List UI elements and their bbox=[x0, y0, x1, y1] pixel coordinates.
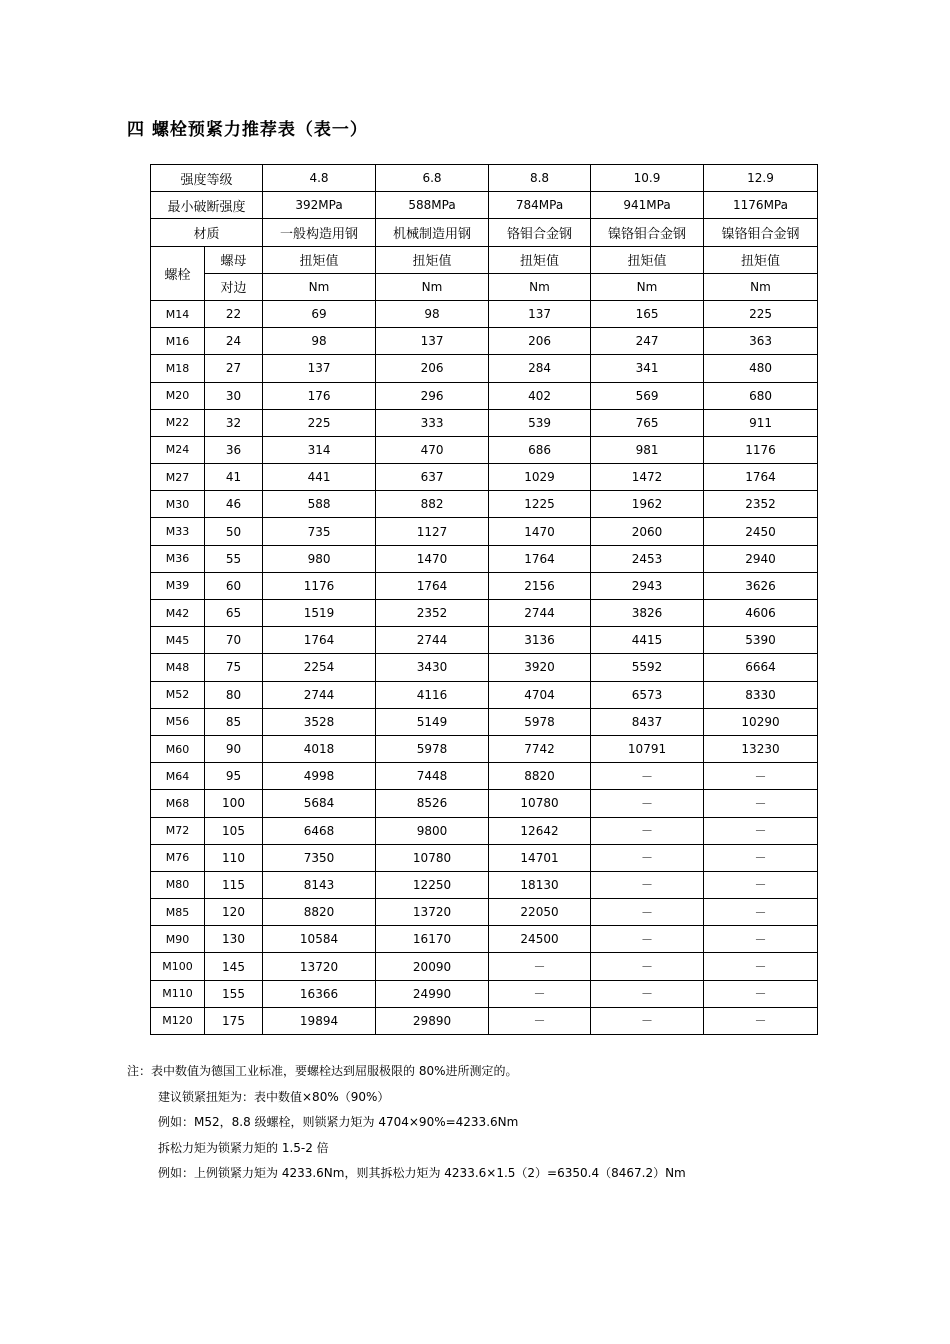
note-line: 例如：M52，8.8 级螺栓，则锁紧力矩为 4704×90%=4233.6Nm bbox=[158, 1115, 519, 1129]
torque-value-cell: 8330 bbox=[704, 681, 818, 708]
note-line: 建议锁紧扭矩为：表中数值×80%（90%） bbox=[158, 1089, 390, 1104]
table-row bbox=[151, 300, 818, 327]
bolt-size-cell: M30 bbox=[151, 491, 205, 518]
torque-value-cell: － bbox=[704, 844, 818, 871]
torque-value-cell: 8526 bbox=[376, 790, 489, 817]
nut-width-cell: 46 bbox=[205, 491, 263, 518]
torque-value-cell: 16366 bbox=[263, 980, 376, 1007]
torque-value-cell: 882 bbox=[376, 491, 489, 518]
torque-value-cell: 206 bbox=[489, 328, 591, 355]
torque-value-cell: 2940 bbox=[704, 545, 818, 572]
torque-value-cell: 13720 bbox=[263, 953, 376, 980]
torque-value-cell: 4018 bbox=[263, 735, 376, 762]
table-row bbox=[151, 844, 818, 871]
bolt-size-cell: M45 bbox=[151, 627, 205, 654]
nut-width-cell: 90 bbox=[205, 735, 263, 762]
nut-width-cell: 95 bbox=[205, 763, 263, 790]
table-row bbox=[151, 572, 818, 599]
torque-value-cell: 13230 bbox=[704, 735, 818, 762]
bolt-size-cell: M48 bbox=[151, 654, 205, 681]
table-row bbox=[151, 355, 818, 382]
nut-width-cell: 70 bbox=[205, 627, 263, 654]
torque-value-cell: 680 bbox=[704, 382, 818, 409]
nut-width-cell: 80 bbox=[205, 681, 263, 708]
nut-width-cell: 110 bbox=[205, 844, 263, 871]
torque-value-cell: 225 bbox=[263, 409, 376, 436]
torque-value-cell: 2744 bbox=[263, 681, 376, 708]
torque-value-cell: 1029 bbox=[489, 464, 591, 491]
torque-value-cell: － bbox=[591, 844, 704, 871]
table-row bbox=[151, 545, 818, 572]
unit-cell: Nm bbox=[489, 273, 591, 300]
torque-value-cell: 98 bbox=[376, 300, 489, 327]
table-row bbox=[151, 763, 818, 790]
torque-value-cell: 10791 bbox=[591, 735, 704, 762]
bolt-size-cell: M60 bbox=[151, 735, 205, 762]
torque-value-cell: 7448 bbox=[376, 763, 489, 790]
table-row bbox=[151, 953, 818, 980]
torque-value-cell: － bbox=[489, 953, 591, 980]
torque-value-cell: 10290 bbox=[704, 708, 818, 735]
torque-value-cell: 9800 bbox=[376, 817, 489, 844]
torque-value-cell: 4415 bbox=[591, 627, 704, 654]
torque-value-cell: 637 bbox=[376, 464, 489, 491]
torque-value-cell: 7350 bbox=[263, 844, 376, 871]
torque-value-cell: 24990 bbox=[376, 980, 489, 1007]
table-row bbox=[151, 654, 818, 681]
torque-value-cell: 765 bbox=[591, 409, 704, 436]
torque-value-cell: 2453 bbox=[591, 545, 704, 572]
grade-cell: 6.8 bbox=[376, 165, 489, 192]
bolt-size-cell: M39 bbox=[151, 572, 205, 599]
torque-value-cell: 3430 bbox=[376, 654, 489, 681]
torque-label: 扭矩值 bbox=[591, 246, 704, 273]
strength-cell: 784MPa bbox=[489, 192, 591, 219]
torque-value-cell: 1225 bbox=[489, 491, 591, 518]
torque-value-cell: － bbox=[591, 817, 704, 844]
torque-value-cell: 2943 bbox=[591, 572, 704, 599]
table-row bbox=[151, 328, 818, 355]
torque-value-cell: 5390 bbox=[704, 627, 818, 654]
bolt-size-cell: M24 bbox=[151, 436, 205, 463]
torque-value-cell: － bbox=[704, 980, 818, 1007]
nut-width-cell: 24 bbox=[205, 328, 263, 355]
bolt-size-cell: M68 bbox=[151, 790, 205, 817]
nut-width-cell: 155 bbox=[205, 980, 263, 1007]
grade-row bbox=[151, 165, 818, 192]
torque-label: 扭矩值 bbox=[704, 246, 818, 273]
torque-value-cell: 1127 bbox=[376, 518, 489, 545]
torque-value-cell: 2352 bbox=[704, 491, 818, 518]
unit-cell: Nm bbox=[704, 273, 818, 300]
torque-value-cell: 6573 bbox=[591, 681, 704, 708]
table-row bbox=[151, 382, 818, 409]
torque-value-cell: － bbox=[704, 790, 818, 817]
torque-value-cell: 1176 bbox=[704, 436, 818, 463]
torque-value-cell: 8820 bbox=[263, 899, 376, 926]
torque-header-row bbox=[151, 246, 818, 273]
torque-value-cell: 2450 bbox=[704, 518, 818, 545]
nut-width-cell: 50 bbox=[205, 518, 263, 545]
torque-value-cell: 247 bbox=[591, 328, 704, 355]
table-row bbox=[151, 790, 818, 817]
nut-width-cell: 41 bbox=[205, 464, 263, 491]
strength-label: 最小破断强度 bbox=[151, 192, 263, 219]
torque-value-cell: － bbox=[704, 763, 818, 790]
bolt-size-cell: M76 bbox=[151, 844, 205, 871]
torque-value-cell: 1519 bbox=[263, 600, 376, 627]
torque-value-cell: 1962 bbox=[591, 491, 704, 518]
torque-value-cell: 10780 bbox=[489, 790, 591, 817]
torque-value-cell: 1472 bbox=[591, 464, 704, 491]
nut-width-cell: 145 bbox=[205, 953, 263, 980]
grade-cell: 12.9 bbox=[704, 165, 818, 192]
torque-value-cell: 176 bbox=[263, 382, 376, 409]
grade-cell: 4.8 bbox=[263, 165, 376, 192]
torque-value-cell: 5978 bbox=[376, 735, 489, 762]
material-row bbox=[151, 219, 818, 246]
torque-value-cell: － bbox=[591, 899, 704, 926]
nut-label-top: 螺母 bbox=[205, 246, 263, 273]
torque-value-cell: 3920 bbox=[489, 654, 591, 681]
torque-value-cell: 10780 bbox=[376, 844, 489, 871]
bolt-size-cell: M42 bbox=[151, 600, 205, 627]
nut-width-cell: 105 bbox=[205, 817, 263, 844]
table-row bbox=[151, 681, 818, 708]
torque-value-cell: 341 bbox=[591, 355, 704, 382]
torque-value-cell: 981 bbox=[591, 436, 704, 463]
nut-width-cell: 85 bbox=[205, 708, 263, 735]
bolt-size-cell: M120 bbox=[151, 1007, 205, 1034]
torque-value-cell: 333 bbox=[376, 409, 489, 436]
table-row bbox=[151, 600, 818, 627]
torque-value-cell: 1470 bbox=[376, 545, 489, 572]
torque-value-cell: 4998 bbox=[263, 763, 376, 790]
torque-label: 扭矩值 bbox=[376, 246, 489, 273]
torque-value-cell: 137 bbox=[489, 300, 591, 327]
torque-value-cell: 5684 bbox=[263, 790, 376, 817]
torque-value-cell: 3826 bbox=[591, 600, 704, 627]
torque-value-cell: 18130 bbox=[489, 871, 591, 898]
note-line: 注：表中数值为德国工业标准，要螺栓达到屈服极限的 80%进所测定的。 bbox=[127, 1064, 518, 1078]
torque-value-cell: 206 bbox=[376, 355, 489, 382]
grade-cell: 8.8 bbox=[489, 165, 591, 192]
torque-value-cell: 2352 bbox=[376, 600, 489, 627]
grade-cell: 10.9 bbox=[591, 165, 704, 192]
torque-value-cell: 480 bbox=[704, 355, 818, 382]
torque-value-cell: 1764 bbox=[376, 572, 489, 599]
torque-value-cell: － bbox=[704, 953, 818, 980]
table-row bbox=[151, 899, 818, 926]
torque-value-cell: 4606 bbox=[704, 600, 818, 627]
torque-value-cell: 1764 bbox=[263, 627, 376, 654]
nut-width-cell: 60 bbox=[205, 572, 263, 599]
nut-width-cell: 22 bbox=[205, 300, 263, 327]
torque-value-cell: 284 bbox=[489, 355, 591, 382]
bolt-size-cell: M16 bbox=[151, 328, 205, 355]
table-row bbox=[151, 518, 818, 545]
torque-value-cell: 2254 bbox=[263, 654, 376, 681]
table-row bbox=[151, 817, 818, 844]
strength-cell: 941MPa bbox=[591, 192, 704, 219]
torque-value-cell: 3136 bbox=[489, 627, 591, 654]
bolt-size-cell: M100 bbox=[151, 953, 205, 980]
strength-cell: 1176MPa bbox=[704, 192, 818, 219]
table-row bbox=[151, 926, 818, 953]
torque-value-cell: － bbox=[591, 763, 704, 790]
torque-value-cell: 569 bbox=[591, 382, 704, 409]
nut-width-cell: 55 bbox=[205, 545, 263, 572]
bolt-size-cell: M110 bbox=[151, 980, 205, 1007]
torque-value-cell: 69 bbox=[263, 300, 376, 327]
torque-value-cell: － bbox=[591, 926, 704, 953]
material-cell: 一般构造用钢 bbox=[263, 219, 376, 246]
torque-value-cell: 7742 bbox=[489, 735, 591, 762]
torque-value-cell: － bbox=[704, 871, 818, 898]
nut-width-cell: 27 bbox=[205, 355, 263, 382]
bolt-size-cell: M85 bbox=[151, 899, 205, 926]
strength-cell: 588MPa bbox=[376, 192, 489, 219]
nut-width-cell: 30 bbox=[205, 382, 263, 409]
notes bbox=[127, 1059, 686, 1187]
table-row bbox=[151, 464, 818, 491]
torque-value-cell: 441 bbox=[263, 464, 376, 491]
table-row bbox=[151, 436, 818, 463]
torque-value-cell: 5149 bbox=[376, 708, 489, 735]
torque-value-cell: 2060 bbox=[591, 518, 704, 545]
torque-value-cell: 137 bbox=[376, 328, 489, 355]
torque-value-cell: 225 bbox=[704, 300, 818, 327]
table-row bbox=[151, 627, 818, 654]
unit-row bbox=[151, 273, 818, 300]
table-row bbox=[151, 409, 818, 436]
material-cell: 镍铬钼合金钢 bbox=[704, 219, 818, 246]
table-row bbox=[151, 1007, 818, 1034]
torque-value-cell: 539 bbox=[489, 409, 591, 436]
torque-value-cell: 296 bbox=[376, 382, 489, 409]
torque-value-cell: 1764 bbox=[489, 545, 591, 572]
bolt-size-cell: M90 bbox=[151, 926, 205, 953]
table-row bbox=[151, 980, 818, 1007]
torque-value-cell: 165 bbox=[591, 300, 704, 327]
torque-value-cell: 8143 bbox=[263, 871, 376, 898]
torque-value-cell: 2156 bbox=[489, 572, 591, 599]
material-cell: 镍铬钼合金钢 bbox=[591, 219, 704, 246]
unit-cell: Nm bbox=[263, 273, 376, 300]
note-line: 拆松力矩为锁紧力矩的 1.5-2 倍 bbox=[158, 1140, 329, 1155]
unit-cell: Nm bbox=[376, 273, 489, 300]
torque-value-cell: 20090 bbox=[376, 953, 489, 980]
torque-value-cell: 29890 bbox=[376, 1007, 489, 1034]
torque-value-cell: － bbox=[489, 980, 591, 1007]
bolt-label: 螺栓 bbox=[151, 246, 205, 300]
torque-value-cell: 98 bbox=[263, 328, 376, 355]
torque-value-cell: 980 bbox=[263, 545, 376, 572]
bolt-torque-table bbox=[150, 164, 818, 1035]
torque-value-cell: 2744 bbox=[376, 627, 489, 654]
torque-value-cell: 10584 bbox=[263, 926, 376, 953]
bolt-size-cell: M72 bbox=[151, 817, 205, 844]
table-row bbox=[151, 708, 818, 735]
torque-value-cell: 402 bbox=[489, 382, 591, 409]
torque-value-cell: 12250 bbox=[376, 871, 489, 898]
torque-value-cell: － bbox=[591, 980, 704, 1007]
torque-value-cell: 5592 bbox=[591, 654, 704, 681]
bolt-size-cell: M27 bbox=[151, 464, 205, 491]
table-row bbox=[151, 491, 818, 518]
material-cell: 机械制造用钢 bbox=[376, 219, 489, 246]
bolt-size-cell: M52 bbox=[151, 681, 205, 708]
table-row bbox=[151, 871, 818, 898]
torque-value-cell: 8437 bbox=[591, 708, 704, 735]
torque-value-cell: 137 bbox=[263, 355, 376, 382]
torque-value-cell: 5978 bbox=[489, 708, 591, 735]
bolt-size-cell: M64 bbox=[151, 763, 205, 790]
torque-value-cell: 686 bbox=[489, 436, 591, 463]
strength-cell: 392MPa bbox=[263, 192, 376, 219]
torque-value-cell: 314 bbox=[263, 436, 376, 463]
nut-width-cell: 120 bbox=[205, 899, 263, 926]
torque-value-cell: 6468 bbox=[263, 817, 376, 844]
torque-value-cell: 8820 bbox=[489, 763, 591, 790]
nut-width-cell: 65 bbox=[205, 600, 263, 627]
bolt-size-cell: M18 bbox=[151, 355, 205, 382]
torque-value-cell: 13720 bbox=[376, 899, 489, 926]
torque-value-cell: 4116 bbox=[376, 681, 489, 708]
nut-width-cell: 32 bbox=[205, 409, 263, 436]
bolt-size-cell: M36 bbox=[151, 545, 205, 572]
torque-value-cell: 470 bbox=[376, 436, 489, 463]
torque-value-cell: 24500 bbox=[489, 926, 591, 953]
torque-value-cell: 363 bbox=[704, 328, 818, 355]
bolt-size-cell: M20 bbox=[151, 382, 205, 409]
torque-value-cell: － bbox=[591, 1007, 704, 1034]
torque-value-cell: 22050 bbox=[489, 899, 591, 926]
torque-value-cell: 1470 bbox=[489, 518, 591, 545]
torque-label: 扭矩值 bbox=[489, 246, 591, 273]
torque-value-cell: 16170 bbox=[376, 926, 489, 953]
strength-row bbox=[151, 192, 818, 219]
torque-value-cell: － bbox=[704, 926, 818, 953]
torque-value-cell: － bbox=[591, 871, 704, 898]
torque-value-cell: 12642 bbox=[489, 817, 591, 844]
unit-cell: Nm bbox=[591, 273, 704, 300]
torque-value-cell: 911 bbox=[704, 409, 818, 436]
torque-value-cell: － bbox=[704, 1007, 818, 1034]
bolt-size-cell: M14 bbox=[151, 300, 205, 327]
torque-value-cell: 1176 bbox=[263, 572, 376, 599]
nut-width-cell: 36 bbox=[205, 436, 263, 463]
torque-value-cell: － bbox=[489, 1007, 591, 1034]
torque-value-cell: 588 bbox=[263, 491, 376, 518]
bolt-size-cell: M80 bbox=[151, 871, 205, 898]
grade-label: 强度等级 bbox=[151, 165, 263, 192]
torque-value-cell: － bbox=[591, 790, 704, 817]
torque-label: 扭矩值 bbox=[263, 246, 376, 273]
torque-value-cell: 1764 bbox=[704, 464, 818, 491]
torque-value-cell: － bbox=[591, 953, 704, 980]
torque-value-cell: 735 bbox=[263, 518, 376, 545]
material-cell: 铬钼合金钢 bbox=[489, 219, 591, 246]
note-line: 例如：上例锁紧力矩为 4233.6Nm，则其拆松力矩为 4233.6×1.5（2）=6350.4（8467.2）Nm bbox=[158, 1166, 686, 1180]
torque-value-cell: 19894 bbox=[263, 1007, 376, 1034]
bolt-size-cell: M56 bbox=[151, 708, 205, 735]
nut-width-cell: 130 bbox=[205, 926, 263, 953]
nut-label-bottom: 对边 bbox=[205, 273, 263, 300]
torque-value-cell: － bbox=[704, 899, 818, 926]
bolt-size-cell: M22 bbox=[151, 409, 205, 436]
torque-value-cell: 3528 bbox=[263, 708, 376, 735]
nut-width-cell: 100 bbox=[205, 790, 263, 817]
nut-width-cell: 115 bbox=[205, 871, 263, 898]
nut-width-cell: 175 bbox=[205, 1007, 263, 1034]
table-row bbox=[151, 735, 818, 762]
torque-value-cell: 4704 bbox=[489, 681, 591, 708]
nut-width-cell: 75 bbox=[205, 654, 263, 681]
torque-value-cell: 14701 bbox=[489, 844, 591, 871]
torque-value-cell: 2744 bbox=[489, 600, 591, 627]
material-label: 材质 bbox=[151, 219, 263, 246]
page-title: 四 螺栓预紧力推荐表（表一） bbox=[127, 120, 368, 140]
torque-value-cell: 6664 bbox=[704, 654, 818, 681]
torque-value-cell: － bbox=[704, 817, 818, 844]
bolt-size-cell: M33 bbox=[151, 518, 205, 545]
torque-value-cell: 3626 bbox=[704, 572, 818, 599]
